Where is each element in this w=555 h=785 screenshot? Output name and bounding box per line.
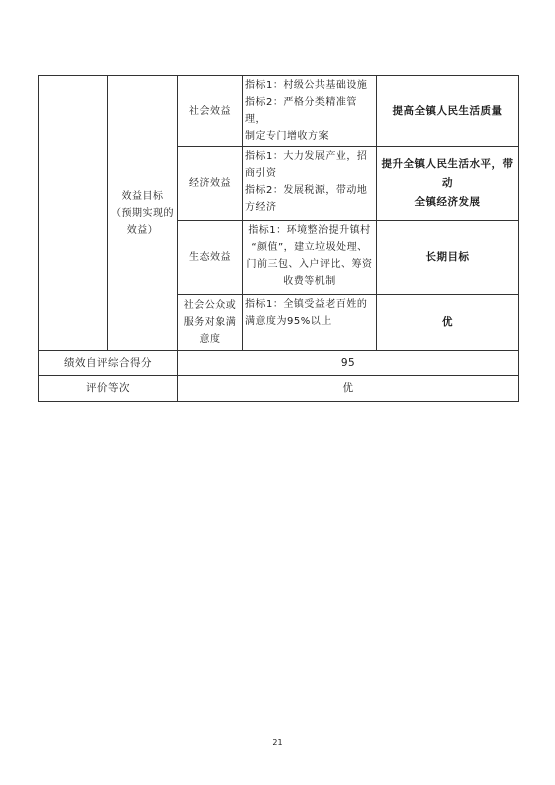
indicator-line: 指标1：大力发展产业，招 <box>245 151 368 162</box>
target-line: 全镇经济发展 <box>414 196 481 208</box>
category-line: 服务对象满 <box>183 317 237 328</box>
grade-label: 评价等次 <box>39 376 178 402</box>
goal-label-line: 效益目标 <box>121 190 164 202</box>
category-line: 社会公众或 <box>183 300 237 311</box>
target-line: 提高全镇人民生活质量 <box>392 104 503 117</box>
blank-cell <box>39 76 108 351</box>
indicator-line: 指标1：村级公共基础设施 <box>245 80 368 91</box>
goal-label-line: （预期实现的 <box>111 207 174 219</box>
indicator-line: 制定专门增收方案 <box>245 131 329 142</box>
grade-value: 优 <box>178 376 519 402</box>
table-row-social-benefit <box>39 76 519 147</box>
page-number: 21 <box>272 738 283 747</box>
indicator-cell <box>243 221 377 295</box>
category-line: 意度 <box>199 334 221 345</box>
score-value: 95 <box>178 351 519 376</box>
indicator-line: 商引资 <box>245 168 277 179</box>
target-cell <box>377 147 519 221</box>
category-cell: 生态效益 <box>178 221 243 295</box>
indicator-line: “颜值”，建立垃圾处理、 <box>251 242 368 253</box>
indicator-cell <box>243 147 377 221</box>
target-line: 提升全镇人民生活水平，带动 <box>381 158 514 189</box>
table-row-score <box>39 351 519 376</box>
target-cell <box>377 295 519 351</box>
score-label: 绩效自评综合得分 <box>39 351 178 376</box>
category-cell: 社会效益 <box>178 76 243 147</box>
indicator-line: 指标2：发展税源，带动地 <box>245 185 368 196</box>
indicator-line: 门前三包、入户评比、筹资 <box>246 259 373 270</box>
target-cell <box>377 76 519 147</box>
goal-label-cell <box>108 76 178 351</box>
category-cell <box>178 295 243 351</box>
indicator-cell <box>243 295 377 351</box>
indicator-line: 指标1：全镇受益老百姓的 <box>245 299 368 310</box>
indicator-cell <box>243 76 377 147</box>
indicator-line: 指标2：严格分类精准管理， <box>245 97 357 125</box>
indicator-line: 方经济 <box>245 202 277 213</box>
indicator-line: 满意度为95%以上 <box>245 316 332 327</box>
goal-label-line: 效益） <box>126 224 159 236</box>
category-cell: 经济效益 <box>178 147 243 221</box>
performance-table <box>38 75 519 402</box>
indicator-line: 指标1：环境整治提升镇村 <box>248 225 371 236</box>
target-line: 长期目标 <box>425 251 470 263</box>
target-line: 优 <box>442 316 453 328</box>
indicator-line: 收费等机制 <box>283 276 336 287</box>
table-row-grade <box>39 376 519 402</box>
target-cell <box>377 221 519 295</box>
